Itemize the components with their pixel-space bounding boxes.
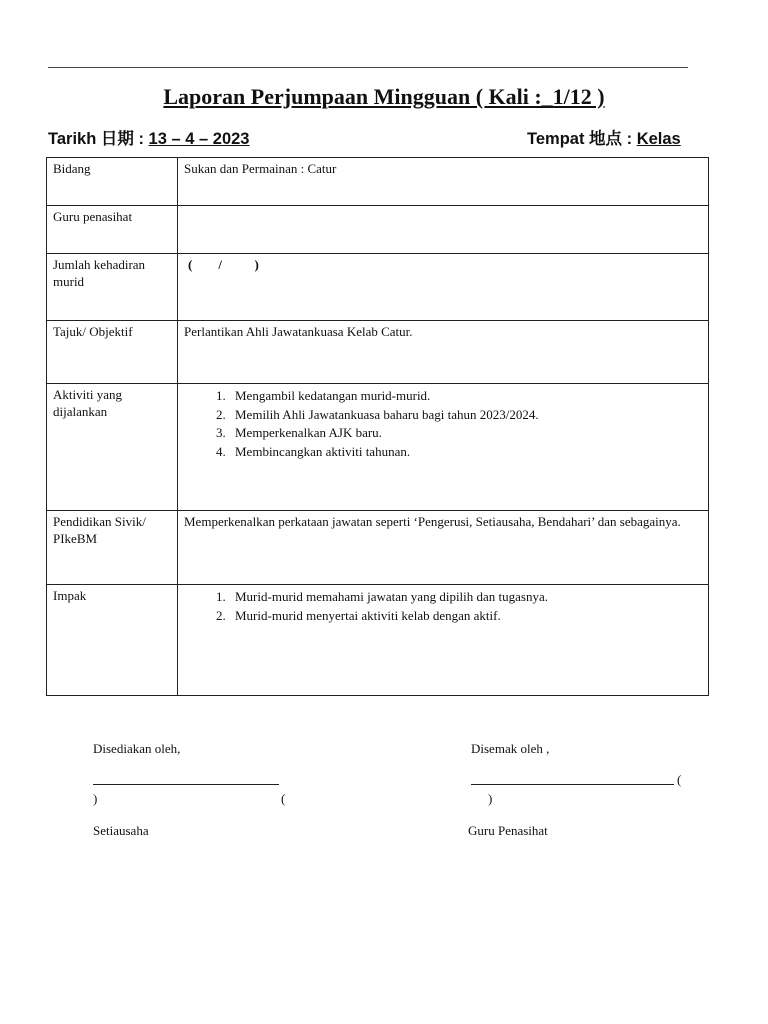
bidang-label: Bidang: [47, 158, 178, 206]
checked-by-paren-close: ): [488, 791, 493, 806]
date-label: Tarikh 日期 :: [48, 130, 149, 148]
sivik-value: Memperkenalkan perkataan jawatan seperti ‘Pengerusi, Setiausaha, Bendahari’ dan sebagainya.: [178, 511, 709, 585]
prepared-by-paren-open: (: [281, 791, 286, 806]
guru-value: [178, 206, 709, 254]
row-bidang: [47, 158, 709, 206]
tajuk-label: Tajuk/ Objektif: [47, 321, 178, 384]
checked-by-paren-open: (: [677, 772, 682, 787]
date-value: 13 – 4 – 2023: [148, 130, 250, 148]
report-title: Laporan Perjumpaan Mingguan ( Kali :_1/12 ): [163, 84, 605, 109]
list-item: 2. Murid-murid menyertai aktiviti kelab dengan aktif.: [229, 607, 702, 626]
place-value: Kelas: [636, 130, 681, 148]
report-table: [46, 157, 709, 696]
prepared-by-caption: Disediakan oleh,: [93, 741, 181, 756]
row-jumlah: [47, 254, 709, 321]
jumlah-label: Jumlah kehadiran murid: [47, 254, 178, 321]
row-aktiviti: [47, 384, 709, 511]
top-rule: [48, 67, 688, 68]
date-field: [48, 125, 249, 149]
tajuk-value: Perlantikan Ahli Jawatankuasa Kelab Catur.: [178, 321, 709, 384]
bidang-value: Sukan dan Permainan : Catur: [178, 158, 709, 206]
row-guru: [47, 206, 709, 254]
list-item: 2. Memilih Ahli Jawatankuasa baharu bagi tahun 2023/2024.: [229, 406, 702, 425]
prepared-by-signature-line: [93, 784, 279, 785]
impak-label: Impak: [47, 585, 178, 696]
place-field: [527, 125, 681, 149]
row-sivik: [47, 511, 709, 585]
place-label: Tempat 地点 :: [527, 130, 637, 148]
row-impak: [47, 585, 709, 696]
list-item: 1. Mengambil kedatangan murid-murid.: [229, 387, 702, 406]
list-item: 3. Memperkenalkan AJK baru.: [229, 424, 702, 443]
guru-label: Guru penasihat: [47, 206, 178, 254]
checked-by-role: Guru Penasihat: [468, 823, 548, 838]
checked-by-signature-line: [471, 784, 674, 785]
prepared-by-role: Setiausaha: [93, 823, 149, 838]
sivik-label: Pendidikan Sivik/ PIkeBM: [47, 511, 178, 585]
impak-list: [184, 588, 702, 625]
checked-by-caption: Disemak oleh ,: [471, 741, 550, 756]
jumlah-value: ( / ): [188, 257, 259, 272]
list-item: 4. Membincangkan aktiviti tahunan.: [229, 443, 702, 462]
aktiviti-list: [184, 387, 702, 461]
aktiviti-label: Aktiviti yang dijalankan: [47, 384, 178, 511]
prepared-by-paren-close: ): [93, 791, 98, 806]
list-item: 1. Murid-murid memahami jawatan yang dipilih dan tugasnya.: [229, 588, 702, 607]
row-tajuk: [47, 321, 709, 384]
